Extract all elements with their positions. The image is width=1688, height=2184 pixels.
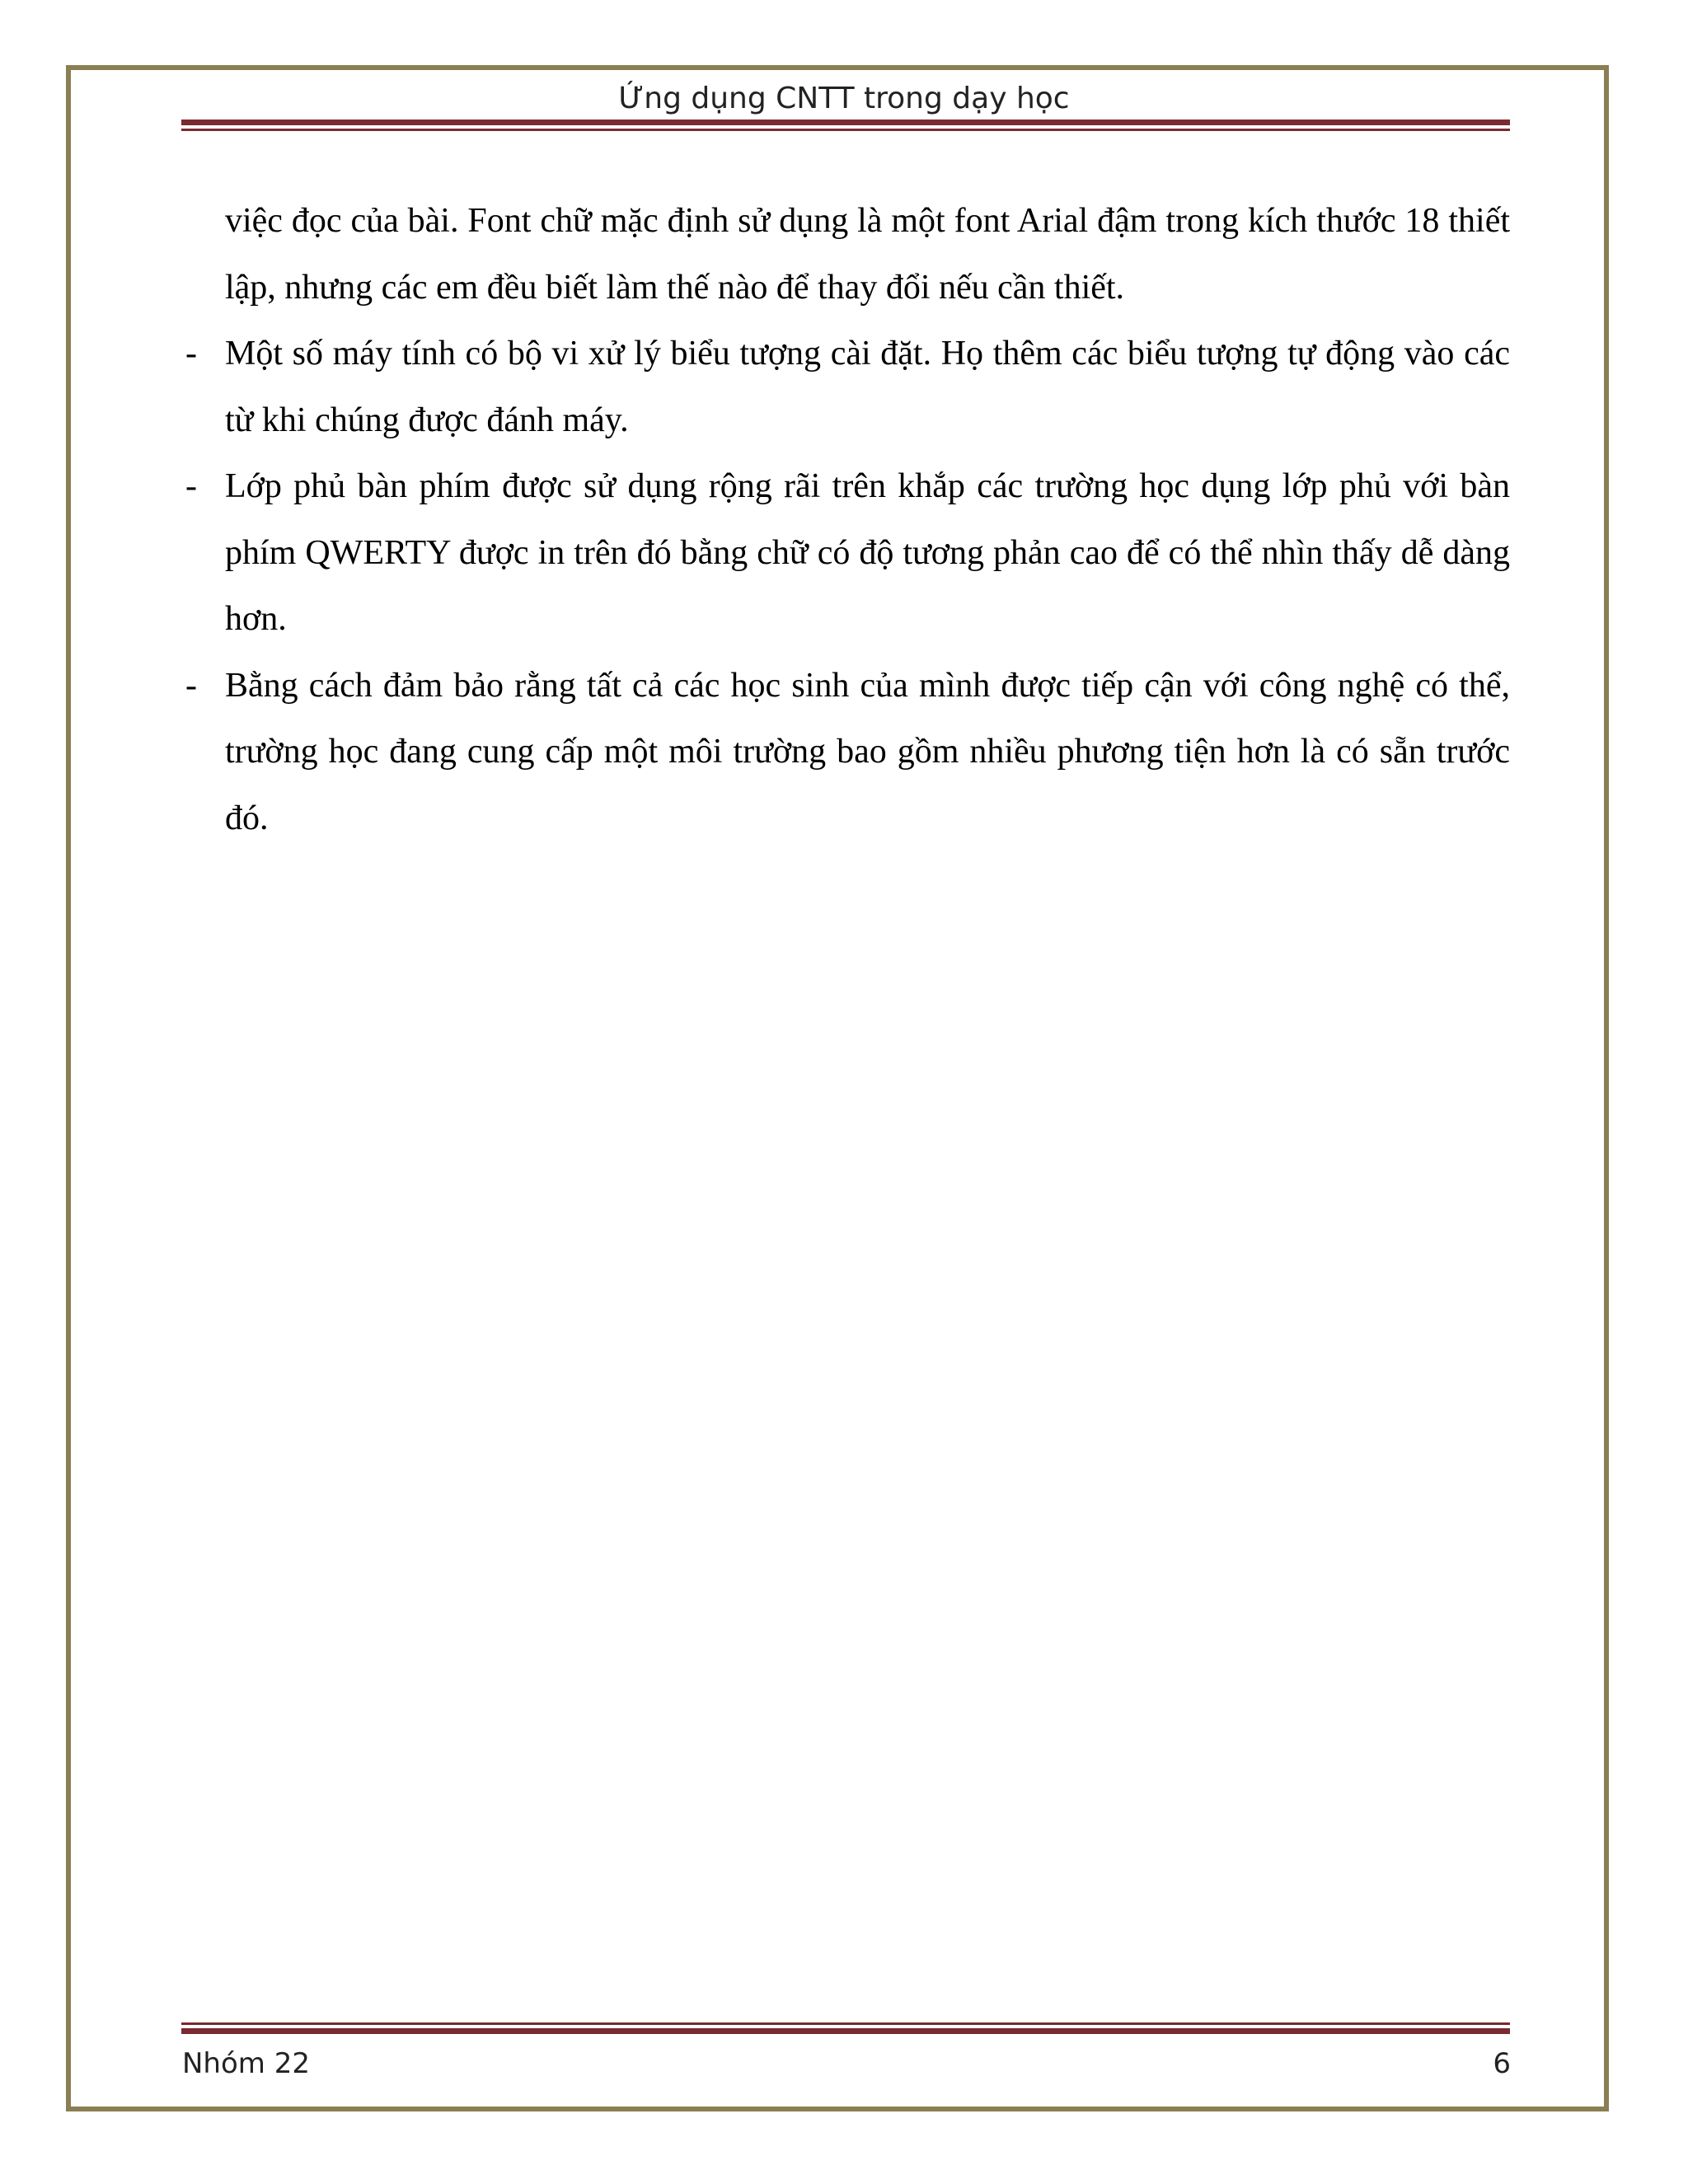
list-item [181,653,1510,852]
header-title: Ứng dụng CNTT trong dạy học [618,82,1070,115]
header-rule-thin [181,129,1510,131]
footer-group-name: Nhóm 22 [182,2047,310,2080]
document-body [181,188,1510,851]
footer-rule-thick [181,2028,1510,2034]
continuation-paragraph: việc đọc của bài. Font chữ mặc định sử dụng là một font Arial đậm trong kích thước 18 thiết lập, nhưng các em đều biết làm thế nào để thay đổi nếu cần thiết. [225,202,1510,307]
footer-rule-thin [181,2022,1510,2025]
list-item [181,321,1510,453]
bullet-dash: - [185,666,197,705]
header-rule-thick [181,120,1510,125]
bullet-dash: - [185,467,197,505]
list-item-text: Lớp phủ bàn phím được sử dụng rộng rãi trên khắp các trường học dụng lớp phủ với bàn phím QWERTY được in trên đó bằng chữ có độ tương phản cao để có thể nhìn thấy dễ dàng hơn. [225,467,1510,638]
list-item [181,453,1510,653]
list-item-text: Một số máy tính có bộ vi xử lý biểu tượng cài đặt. Họ thêm các biểu tượng tự động vào các từ khi chúng được đánh máy. [225,335,1510,439]
bullet-dash: - [185,335,197,373]
footer-page-number: 6 [1493,2047,1511,2080]
list-item-text: Bằng cách đảm bảo rằng tất cả các học sinh của mình được tiếp cận với công nghệ có thể, trường học đang cung cấp một môi trường bao gồm nhiều phương tiện hơn là có sẵn trước đó. [225,666,1510,837]
